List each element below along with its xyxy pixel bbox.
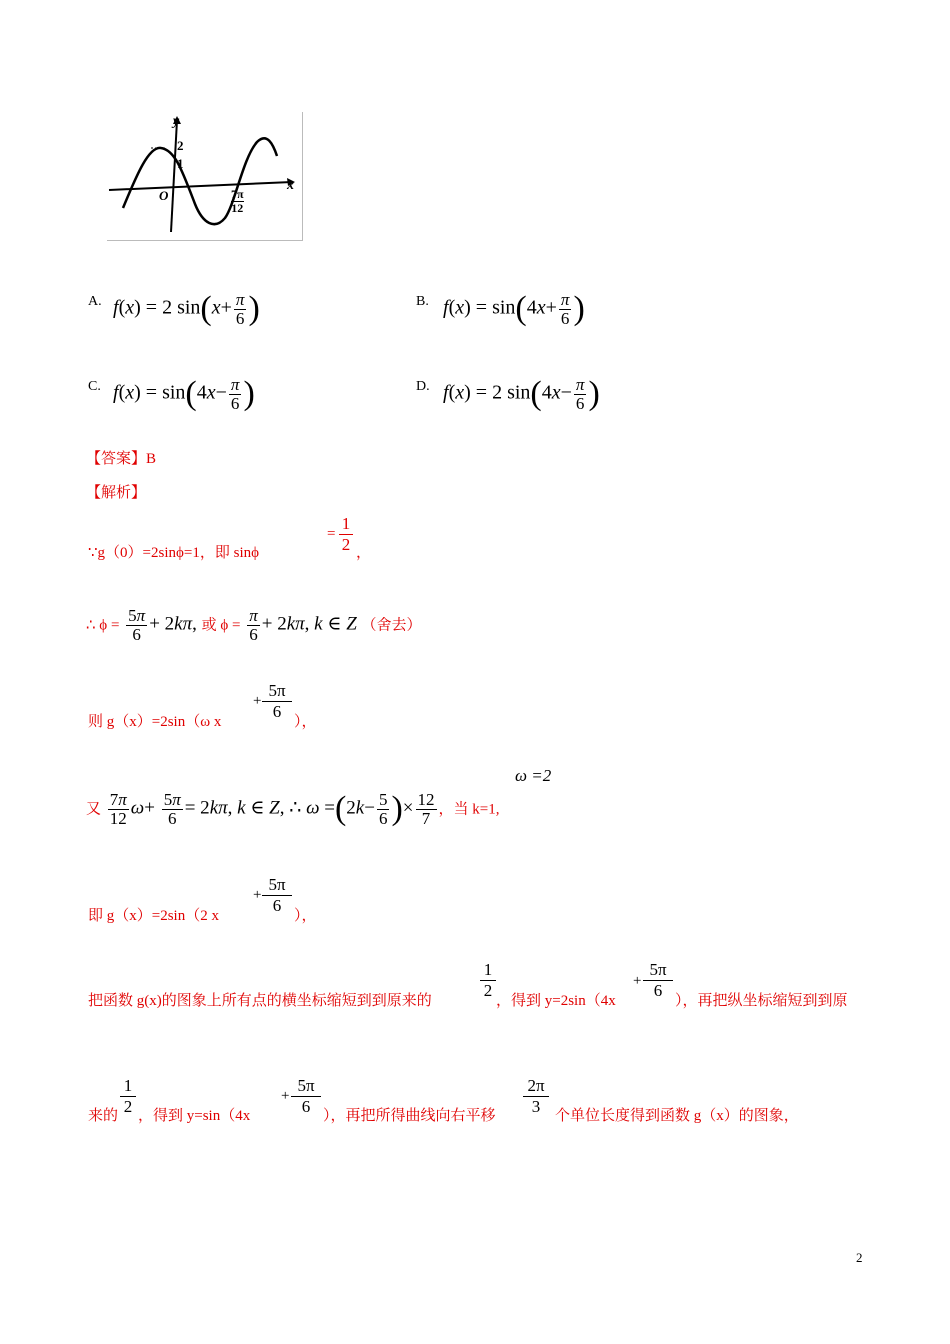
l7-num3: 2π xyxy=(523,1076,549,1097)
l6-den: 2 xyxy=(483,980,493,1000)
l1-text: ∵g（0）=2sinϕ=1，即 sinϕ xyxy=(88,545,260,561)
l2-prefix: ∴ ϕ = xyxy=(86,617,120,634)
solution-line-1 xyxy=(88,541,259,562)
l1-eq: = xyxy=(327,526,336,542)
option-c xyxy=(88,377,101,395)
l4-frac-12-7: $\frac{12}{7}$ xyxy=(417,789,435,828)
l7-frac3 xyxy=(523,1076,549,1116)
l2-frac-5pi-6: $\frac{5\pi}{6}$ xyxy=(128,606,146,644)
l7-den: 2 xyxy=(123,1096,133,1116)
l2-or: 或 ϕ = xyxy=(201,617,241,634)
l5-plus: + xyxy=(253,887,262,903)
l1-num: 1 xyxy=(339,514,353,535)
l7-frac xyxy=(120,1076,136,1116)
l7-num2: 5π xyxy=(291,1076,321,1097)
solution-line-5 xyxy=(88,904,219,925)
answer-line xyxy=(86,447,156,468)
solution-line-3 xyxy=(88,710,221,731)
option-b-label: B. xyxy=(416,294,429,309)
l5-num: 5π xyxy=(262,875,292,896)
y-tick-1: 1 xyxy=(177,156,184,171)
analysis-label: 【解析】 xyxy=(86,485,147,501)
sine-graph-svg xyxy=(107,112,302,240)
l4-frac-7pi-12: $\frac{7\pi}{12}$ xyxy=(109,789,127,828)
option-b xyxy=(416,292,429,310)
l6-frac2 xyxy=(643,960,673,1000)
option-a-expr: f(x) = 2 sin(x+ $\frac{\pi}{6}$ ) xyxy=(113,289,260,328)
answer-value: B xyxy=(146,451,157,467)
l7-frac2 xyxy=(291,1076,321,1116)
l7-den2: 6 xyxy=(301,1096,311,1116)
l6-den2: 6 xyxy=(653,980,663,1000)
frac-pi-6: $\frac{\pi}{6}$ xyxy=(560,289,570,328)
solution-line-7-b: ，得到 y=sin（4x xyxy=(138,1108,251,1124)
option-a xyxy=(88,292,102,310)
frac-pi-6: $\frac{\pi}{6}$ xyxy=(575,374,585,413)
l6-num: 1 xyxy=(480,960,496,981)
l3-tail: ）， xyxy=(294,714,317,730)
sine-curve xyxy=(123,138,277,224)
l3-num: 5π xyxy=(262,681,292,702)
option-d xyxy=(416,377,430,395)
l4-frac-5pi-6: $\frac{5\pi}{6}$ xyxy=(163,789,181,828)
x-tick-den: 12 xyxy=(231,201,244,216)
option-a-label: A. xyxy=(88,294,102,309)
l3-frac xyxy=(262,681,292,721)
l1-frac xyxy=(339,514,353,554)
solution-line-4: 又 $\frac{7\pi}{12}$ ω+ $\frac{5\pi}{6}$ = 2kπ, k ∈ Z, ∴ ω =(2k− $\frac{5}{6}$ )× $\frac{12}{7}$ ，当 k=1, xyxy=(86,789,500,828)
solution-line-7-a: 来的 xyxy=(88,1108,119,1124)
answer-label: 【答案】 xyxy=(86,451,147,467)
l7-num: 1 xyxy=(120,1076,136,1097)
l5-den: 6 xyxy=(272,895,282,915)
option-d-label: D. xyxy=(416,379,430,394)
option-c-label: C. xyxy=(88,379,101,394)
l1-den: 2 xyxy=(341,534,351,554)
l7-den3: 3 xyxy=(531,1096,541,1116)
l2-tail: （舍去） xyxy=(361,617,422,634)
l6-plus: + xyxy=(633,973,642,989)
l4-prefix: 又 xyxy=(86,801,102,818)
solution-line-6-b: ，得到 y=2sin（4x xyxy=(496,993,616,1009)
function-graph xyxy=(107,112,303,241)
solution-line-6-c: ），再把纵坐标缩短到到原 xyxy=(675,993,848,1009)
x-tick-7pi-12 xyxy=(231,188,244,215)
option-c-expr: f(x) = sin(4x− $\frac{\pi}{6}$ ) xyxy=(113,374,255,413)
l4-omega: ω =2 xyxy=(515,766,552,785)
l3-text: 则 g（x）=2sin（ω x xyxy=(88,714,222,730)
origin-label: O xyxy=(159,188,169,203)
solution-line-2: ∴ ϕ = $\frac{5\pi}{6}$ + 2kπ, 或 ϕ = $\frac{\pi}{6}$ + 2kπ, k ∈ Z （舍去） xyxy=(86,606,422,644)
option-d-expr: f(x) = 2 sin(4x− $\frac{\pi}{6}$ ) xyxy=(443,374,600,413)
l5-frac xyxy=(262,875,292,915)
l6-frac xyxy=(480,960,496,1000)
l3-plus: + xyxy=(253,693,262,709)
l1-tail: ， xyxy=(356,545,372,561)
l5-text: 即 g（x）=2sin（2 x xyxy=(88,908,219,924)
solution-line-7-d: 个单位长度得到函数 g（x）的图象， xyxy=(555,1108,799,1124)
y-axis xyxy=(171,120,177,232)
x-axis xyxy=(109,182,292,190)
l5-tail: ）， xyxy=(294,908,317,924)
solution-line-6-a: 把函数 g(x)的图象上所有点的横坐标缩短到到原来的 xyxy=(88,993,432,1009)
l2-frac-pi-6: $\frac{\pi}{6}$ xyxy=(249,606,258,644)
l4-tail: ，当 k=1, xyxy=(438,801,500,818)
l4-frac-5-6: $\frac{5}{6}$ xyxy=(378,789,388,828)
x-axis-label: x xyxy=(287,178,294,193)
l6-num2: 5π xyxy=(643,960,673,981)
frac-pi-6: $\frac{\pi}{6}$ xyxy=(230,374,240,413)
x-tick-num: 7π xyxy=(231,187,244,201)
option-b-expr: f(x) = sin(4x+ $\frac{\pi}{6}$ ) xyxy=(443,289,585,328)
y-axis-label: y xyxy=(173,114,180,129)
y-tick-2: 2 xyxy=(177,138,184,153)
page-number: 2 xyxy=(856,1250,863,1265)
solution-line-7-c: ），再把所得曲线向右平移 xyxy=(323,1108,496,1124)
frac-pi-6: $\frac{\pi}{6}$ xyxy=(235,289,245,328)
l3-den: 6 xyxy=(272,701,282,721)
l7-plus: + xyxy=(281,1088,290,1104)
